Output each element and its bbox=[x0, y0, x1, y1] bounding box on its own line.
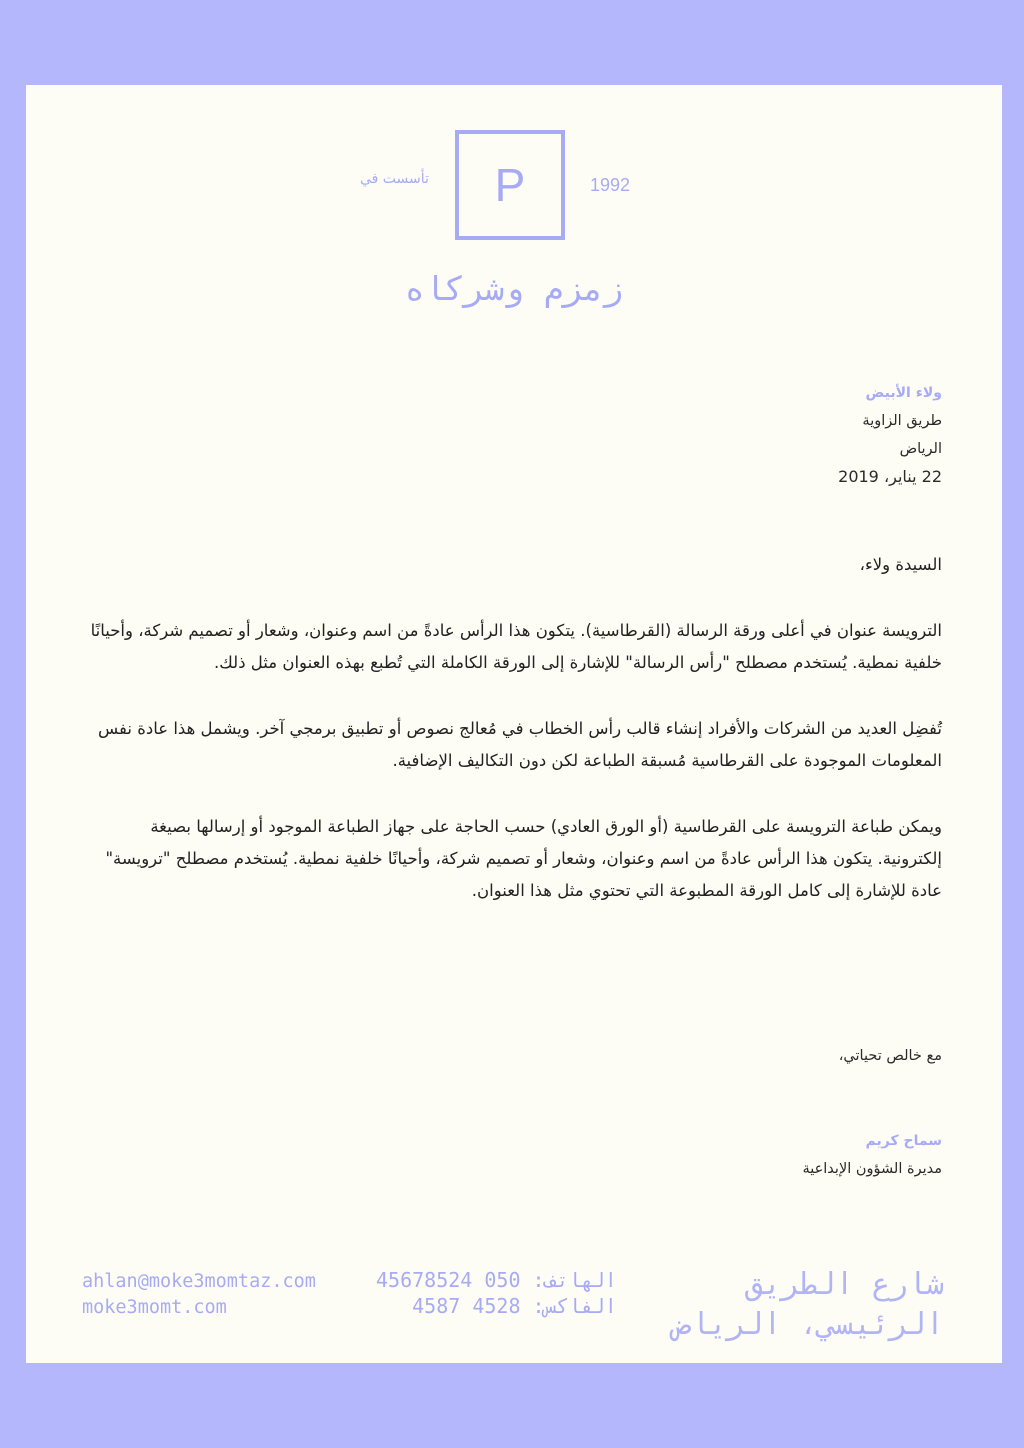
fax-label: الفاكس: bbox=[532, 1294, 617, 1318]
footer-online bbox=[82, 1269, 316, 1321]
body-paragraph-1: الترويسة عنوان في أعلى ورقة الرسالة (القرطاسية). يتكون هذا الرأس عادةً من اسم وعنوان، وشعار أو تصميم شركة، وأحيانًا خلفية نمطية. يُستخدم مصطلح "رأس الرسالة" للإشارة إلى الورقة الكاملة التي تُطبع بهذه العنوان مثل ذلك. bbox=[90, 621, 942, 672]
phone-number: 050 45678524 bbox=[376, 1268, 521, 1292]
fax-row bbox=[376, 1293, 617, 1319]
salutation: السيدة ولاء، bbox=[859, 555, 942, 574]
signer-name: سماح كريم bbox=[865, 1133, 942, 1149]
logo-letter: P bbox=[494, 159, 526, 211]
website-link[interactable]: moke3momt.com bbox=[82, 1297, 227, 1318]
phone-label: الهاتف: bbox=[532, 1268, 617, 1292]
footer-address: شارع الطريق الرئيسي، الرياض bbox=[673, 1267, 944, 1342]
founded-label: تأسست في bbox=[360, 171, 429, 187]
phone-row bbox=[376, 1267, 617, 1293]
footer-contact-numbers bbox=[376, 1267, 617, 1319]
recipient-name: ولاء الأبيض bbox=[865, 385, 942, 401]
closing: مع خالص تحياتي، bbox=[838, 1048, 942, 1064]
recipient-block bbox=[838, 379, 942, 491]
body-paragraph-2: تُفضِل العديد من الشركات والأفراد إنشاء قالب رأس الخطاب في مُعالج نصوص أو تطبيق برمجي آخر. ويشمل هذا عادة نفس المعلومات الموجودة على القرطاسية مُسبقة الطباعة لكن دون التكاليف الإضافية. bbox=[98, 719, 942, 770]
founded-year: 1992 bbox=[590, 175, 631, 195]
body-paragraph-3: ويمكن طباعة الترويسة على القرطاسية (أو الورق العادي) حسب الحاجة على جهاز الطباعة الموجود أو إرسالها بصيغة إلكترونية. يتكون هذا الرأس عادةً من اسم وعنوان، وشعار أو تصميم شركة، وأحيانًا خلفية نمطية. يُستخدم مصطلح "ترويسة" عادة للإشارة إلى كامل الورقة المطبوعة التي تحتوي مثل هذا العنوان. bbox=[105, 817, 942, 900]
signer-block bbox=[802, 1127, 942, 1183]
recipient-street: طريق الزاوية bbox=[862, 413, 942, 429]
letter-date: 22 يناير، 2019 bbox=[838, 467, 942, 486]
email-link[interactable]: ahlan@moke3momtaz.com bbox=[82, 1271, 316, 1292]
letter-page bbox=[26, 85, 1002, 1363]
signer-title: مديرة الشؤون الإبداعية bbox=[802, 1161, 942, 1177]
letter-body bbox=[86, 549, 942, 941]
company-name: زمزم وشركاه bbox=[404, 269, 624, 308]
recipient-city: الرياض bbox=[899, 441, 942, 457]
fax-number: 4528 4587 bbox=[412, 1294, 521, 1318]
company-logo bbox=[455, 130, 565, 240]
